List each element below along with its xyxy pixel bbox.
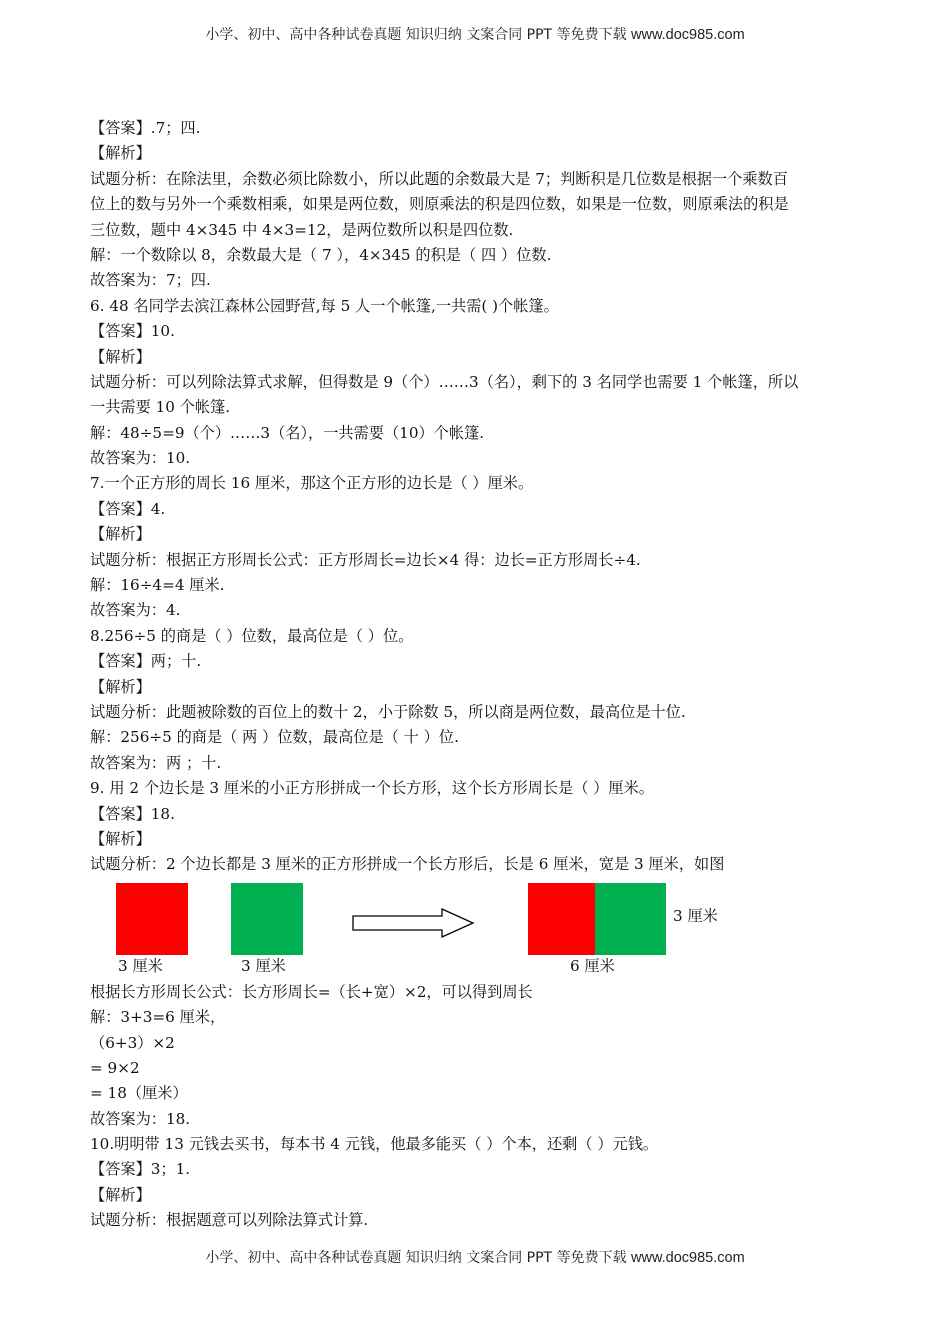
text-line: 【答案】18. [90, 804, 175, 823]
text-line: 解：16÷4=4 厘米. [90, 576, 225, 595]
page-footer [0, 1247, 950, 1267]
text-line: 【解析】 [90, 829, 151, 848]
joined-red-square [528, 883, 595, 955]
footer-text: 小学、初中、高中各种试卷真题 知识归纳 文案合同 PPT 等免费下载 [205, 1250, 627, 1266]
footer-url[interactable]: www.doc985.com [631, 1250, 745, 1266]
text-line: 8.256÷5 的商是（ ）位数，最高位是（ ）位。 [90, 626, 414, 645]
text-line: 【解析】 [90, 1185, 151, 1204]
label-length: 6 厘米 [570, 956, 615, 975]
text-line: 【解析】 [90, 347, 151, 366]
page-header [0, 24, 950, 44]
text-line: = 9×2 [90, 1058, 140, 1077]
text-line: 试题分析：根据正方形周长公式：正方形周长=边长×4 得：边长=正方形周长÷4. [90, 550, 641, 569]
text-line: 9. 用 2 个边长是 3 厘米的小正方形拼成一个长方形，这个长方形周长是（ ）厘米。 [90, 779, 654, 798]
header-text: 小学、初中、高中各种试卷真题 知识归纳 文案合同 PPT 等免费下载 [205, 27, 627, 43]
text-line: 试题分析：根据题意可以列除法算式计算. [90, 1211, 369, 1230]
text-line: 故答案为：4. [90, 601, 181, 620]
red-square-1 [116, 883, 188, 955]
text-line: 10.明明带 13 元钱去买书，每本书 4 元钱，他最多能买（ ）个本，还剩（ ）元钱。 [90, 1135, 659, 1154]
text-line: 一共需要 10 个帐篷. [90, 398, 231, 417]
text-line: 故答案为：两 ；十. [90, 753, 222, 772]
label-square-1: 3 厘米 [118, 956, 163, 975]
header-url[interactable]: www.doc985.com [631, 27, 745, 43]
text-line: 6. 48 名同学去滨江森林公园野营,每 5 人一个帐篷,一共需( )个帐篷。 [90, 296, 559, 315]
text-line: 7.一个正方形的周长 16 厘米，那这个正方形的边长是（ ）厘米。 [90, 474, 534, 493]
document-body [90, 116, 860, 1234]
text-line: 解：一个数除以 8，余数最大是（ 7 ），4×345 的积是（ 四 ）位数. [90, 245, 552, 264]
label-width: 3 厘米 [673, 906, 718, 925]
text-line: 解：256÷5 的商是（ 两 ）位数，最高位是（ 十 ）位. [90, 728, 459, 747]
green-square-1 [231, 883, 303, 955]
text-line: 故答案为：18. [90, 1109, 191, 1128]
text-line: 解：3+3=6 厘米， [90, 1008, 226, 1027]
text-line: （6+3）×2 [90, 1033, 175, 1052]
text-line: 【解析】 [90, 525, 151, 544]
text-line: 试题分析：此题被除数的百位上的数十 2，小于除数 5，所以商是两位数，最高位是十位. [90, 702, 686, 721]
text-line: = 18（厘米） [90, 1084, 188, 1103]
joined-green-square [595, 883, 666, 955]
text-line: 试题分析：在除法里，余数必须比除数小，所以此题的余数最大是 7；判断积是几位数是根据一个乘数百 [90, 169, 788, 188]
text-line: 试题分析：可以列除法算式求解，但得数是 9（个）……3（名），剩下的 3 名同学也需要 1 个帐篷，所以 [90, 372, 799, 391]
text-line: 解：48÷5=9（个）……3（名），一共需要（10）个帐篷. [90, 423, 485, 442]
rectangle-diagram [90, 878, 860, 980]
text-line: 【解析】 [90, 677, 151, 696]
text-line: 三位数，题中 4×345 中 4×3=12，是两位数所以积是四位数. [90, 220, 514, 239]
text-line: 故答案为：7；四. [90, 271, 211, 290]
text-line: 【答案】.7；四. [90, 119, 201, 137]
text-block-top [90, 116, 860, 878]
text-line: 位上的数与另外一个乘数相乘，如果是两位数，则原乘法的积是四位数，如果是一位数，则原乘法的积是 [90, 195, 789, 214]
text-line: 根据长方形周长公式：长方形周长=（长+宽）×2，可以得到周长 [90, 982, 533, 1001]
text-line: 【解析】 [90, 144, 151, 163]
label-square-2: 3 厘米 [241, 956, 286, 975]
text-line: 【答案】4. [90, 499, 166, 518]
text-line: 【答案】两；十. [90, 652, 202, 671]
text-line: 【答案】10. [90, 322, 175, 341]
right-arrow-icon [352, 908, 476, 938]
text-block-bottom [90, 980, 860, 1234]
text-line: 【答案】3；1. [90, 1160, 191, 1179]
text-line: 试题分析：2 个边长都是 3 厘米的正方形拼成一个长方形后，长是 6 厘米，宽是 3 厘米，如图 [90, 855, 725, 874]
text-line: 故答案为：10. [90, 449, 191, 468]
